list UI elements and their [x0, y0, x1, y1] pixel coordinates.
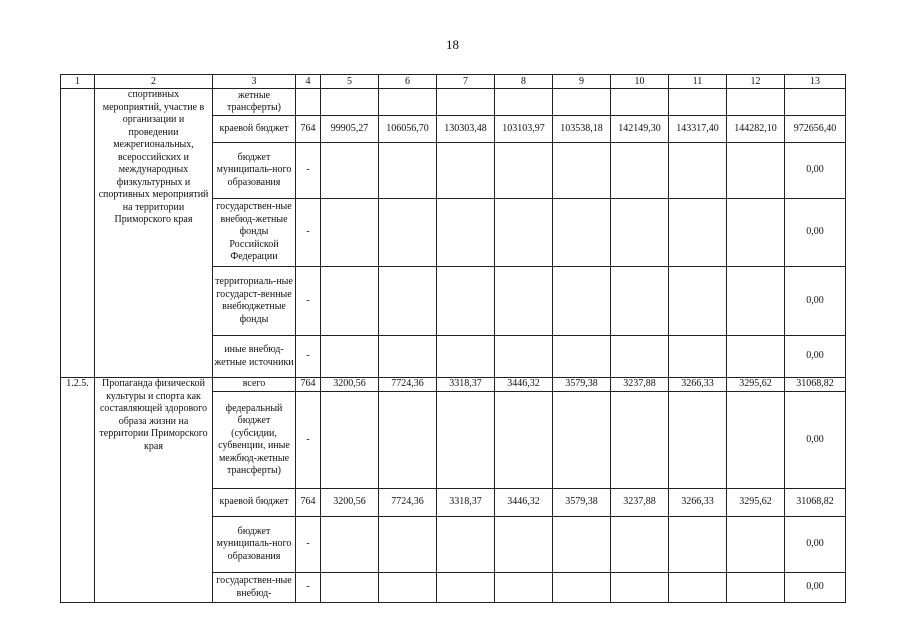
budget-code: - — [296, 199, 321, 267]
value-cell: 3237,88 — [611, 378, 669, 392]
value-cell — [553, 143, 611, 199]
value-cell: 3318,37 — [437, 378, 495, 392]
value-cell — [669, 573, 727, 603]
value-cell — [727, 267, 785, 336]
value-cell — [495, 517, 553, 573]
value-cell: 3200,56 — [321, 489, 379, 517]
budget-code — [296, 89, 321, 116]
value-cell: 3446,32 — [495, 489, 553, 517]
value-cell: 3266,33 — [669, 489, 727, 517]
value-cell: 3295,62 — [727, 378, 785, 392]
value-cell — [437, 143, 495, 199]
value-cell: 130303,48 — [437, 116, 495, 143]
value-cell — [437, 267, 495, 336]
value-cell: 143317,40 — [669, 116, 727, 143]
value-cell — [611, 517, 669, 573]
value-cell — [437, 392, 495, 489]
value-cell — [553, 573, 611, 603]
column-number: 13 — [785, 75, 846, 89]
value-cell: 3200,56 — [321, 378, 379, 392]
total-cell: 0,00 — [785, 143, 846, 199]
total-cell — [785, 89, 846, 116]
total-cell: 0,00 — [785, 267, 846, 336]
total-cell: 31068,82 — [785, 489, 846, 517]
value-cell — [669, 392, 727, 489]
value-cell: 3237,88 — [611, 489, 669, 517]
value-cell — [321, 199, 379, 267]
budget-code: - — [296, 267, 321, 336]
value-cell — [727, 89, 785, 116]
value-cell — [437, 199, 495, 267]
value-cell — [437, 517, 495, 573]
funding-source: государствен-ные внебюд- — [213, 573, 296, 603]
value-cell — [321, 336, 379, 378]
table-row — [61, 378, 846, 392]
value-cell — [495, 392, 553, 489]
value-cell — [611, 89, 669, 116]
column-number: 3 — [213, 75, 296, 89]
value-cell — [669, 199, 727, 267]
value-cell — [321, 392, 379, 489]
value-cell — [379, 89, 437, 116]
value-cell: 3579,38 — [553, 489, 611, 517]
value-cell — [437, 336, 495, 378]
value-cell — [553, 89, 611, 116]
value-cell: 3266,33 — [669, 378, 727, 392]
value-cell — [553, 336, 611, 378]
column-number: 4 — [296, 75, 321, 89]
budget-code: 764 — [296, 378, 321, 392]
total-cell: 0,00 — [785, 199, 846, 267]
total-cell: 0,00 — [785, 573, 846, 603]
value-cell: 106056,70 — [379, 116, 437, 143]
funding-source: всего — [213, 378, 296, 392]
total-cell: 972656,40 — [785, 116, 846, 143]
total-cell: 0,00 — [785, 392, 846, 489]
column-number-row — [61, 75, 846, 89]
value-cell: 3295,62 — [727, 489, 785, 517]
funding-source: краевой бюджет — [213, 489, 296, 517]
budget-code: - — [296, 573, 321, 603]
funding-source: иные внебюд-жетные источники — [213, 336, 296, 378]
value-cell — [611, 573, 669, 603]
value-cell: 142149,30 — [611, 116, 669, 143]
value-cell — [611, 336, 669, 378]
value-cell — [321, 517, 379, 573]
table-row — [61, 89, 846, 116]
column-number: 12 — [727, 75, 785, 89]
value-cell: 103538,18 — [553, 116, 611, 143]
value-cell: 7724,36 — [379, 378, 437, 392]
value-cell — [321, 143, 379, 199]
value-cell — [495, 199, 553, 267]
value-cell — [611, 267, 669, 336]
value-cell — [727, 517, 785, 573]
column-number: 9 — [553, 75, 611, 89]
value-cell — [553, 267, 611, 336]
value-cell — [727, 143, 785, 199]
value-cell — [727, 336, 785, 378]
column-number: 8 — [495, 75, 553, 89]
value-cell — [727, 392, 785, 489]
funding-source: государствен-ные внебюд-жетные фонды Российской Федерации — [213, 199, 296, 267]
value-cell — [727, 573, 785, 603]
value-cell — [495, 89, 553, 116]
value-cell — [321, 573, 379, 603]
item-name: Пропаганда физической культуры и спорта как составляющей здорового образа жизни на территории Приморского края — [95, 378, 213, 603]
column-number: 6 — [379, 75, 437, 89]
value-cell — [495, 143, 553, 199]
funding-source: федеральный бюджет (субсидии, субвенции, иные межбюд-жетные трансферты) — [213, 392, 296, 489]
budget-code: - — [296, 517, 321, 573]
total-cell: 31068,82 — [785, 378, 846, 392]
value-cell — [321, 89, 379, 116]
value-cell — [669, 517, 727, 573]
value-cell — [437, 573, 495, 603]
column-number: 11 — [669, 75, 727, 89]
value-cell — [379, 336, 437, 378]
funding-source: бюджет муниципаль-ного образования — [213, 517, 296, 573]
value-cell: 3446,32 — [495, 378, 553, 392]
page-number: 18 — [446, 37, 459, 52]
value-cell — [611, 199, 669, 267]
budget-table — [60, 74, 846, 603]
value-cell: 3579,38 — [553, 378, 611, 392]
value-cell — [495, 573, 553, 603]
value-cell — [379, 143, 437, 199]
item-name: спортивных мероприятий, участие в организации и проведении межрегиональных, всероссийских и международных физкультурных и спортивных мероприятий на территории Приморского края — [95, 89, 213, 378]
value-cell — [611, 143, 669, 199]
item-number: 1.2.5. — [61, 378, 95, 603]
value-cell — [669, 336, 727, 378]
value-cell — [495, 267, 553, 336]
value-cell — [379, 573, 437, 603]
value-cell — [379, 199, 437, 267]
column-number: 1 — [61, 75, 95, 89]
budget-code: 764 — [296, 116, 321, 143]
value-cell — [379, 392, 437, 489]
value-cell: 103103,97 — [495, 116, 553, 143]
funding-source: территориаль-ные государст-венные внебюджетные фонды — [213, 267, 296, 336]
value-cell — [553, 392, 611, 489]
column-number: 10 — [611, 75, 669, 89]
value-cell: 3318,37 — [437, 489, 495, 517]
column-number: 2 — [95, 75, 213, 89]
funding-source: краевой бюджет — [213, 116, 296, 143]
funding-source: жетные трансферты) — [213, 89, 296, 116]
budget-code: - — [296, 143, 321, 199]
budget-code: - — [296, 392, 321, 489]
budget-code: - — [296, 336, 321, 378]
value-cell — [727, 199, 785, 267]
value-cell — [611, 392, 669, 489]
total-cell: 0,00 — [785, 336, 846, 378]
value-cell — [553, 199, 611, 267]
value-cell: 99905,27 — [321, 116, 379, 143]
value-cell — [437, 89, 495, 116]
value-cell — [379, 267, 437, 336]
funding-source: бюджет муниципаль-ного образования — [213, 143, 296, 199]
value-cell: 144282,10 — [727, 116, 785, 143]
value-cell: 7724,36 — [379, 489, 437, 517]
value-cell — [495, 336, 553, 378]
column-number: 5 — [321, 75, 379, 89]
column-number: 7 — [437, 75, 495, 89]
value-cell — [553, 517, 611, 573]
total-cell: 0,00 — [785, 517, 846, 573]
budget-code: 764 — [296, 489, 321, 517]
value-cell — [669, 267, 727, 336]
item-number — [61, 89, 95, 378]
value-cell — [379, 517, 437, 573]
value-cell — [669, 143, 727, 199]
value-cell — [669, 89, 727, 116]
value-cell — [321, 267, 379, 336]
